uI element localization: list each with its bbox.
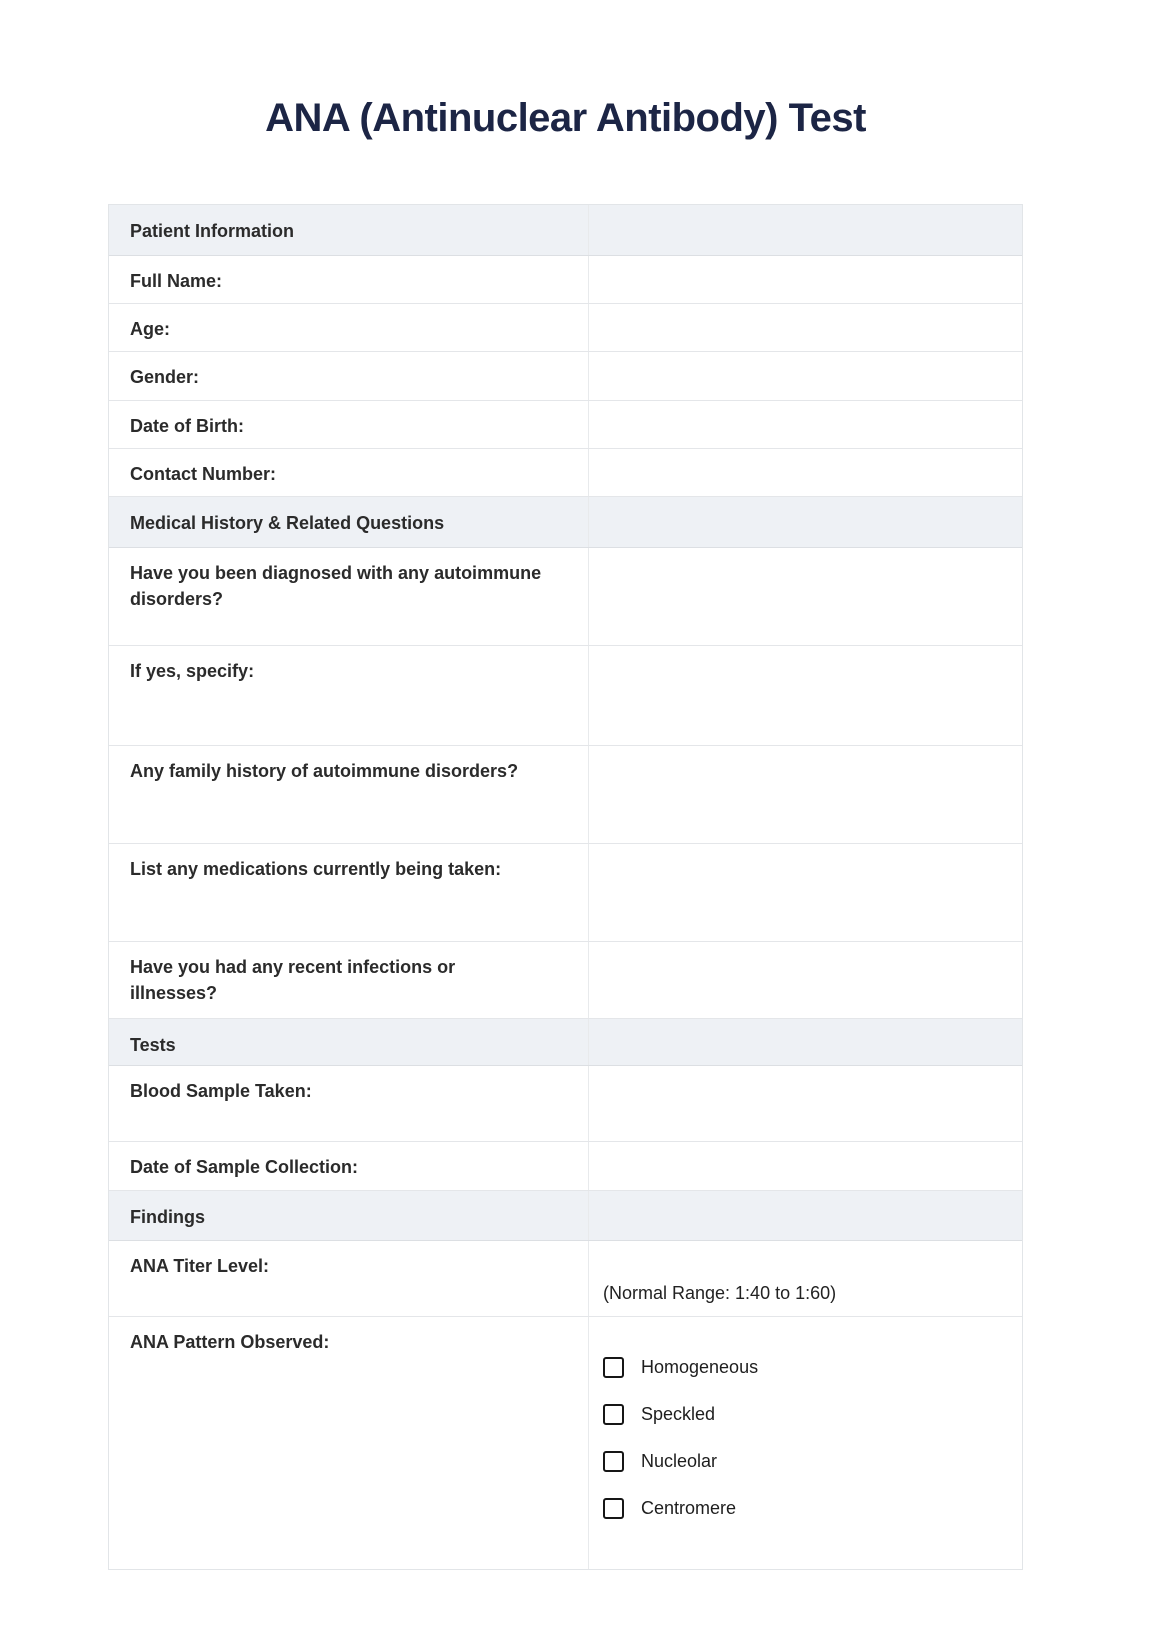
- field-label-age: Age:: [130, 319, 170, 339]
- field-row-contact-number: [109, 449, 1022, 497]
- section-title-tests: Tests: [130, 1035, 176, 1055]
- input-cell-age[interactable]: [589, 304, 1022, 351]
- field-row-family-history: [109, 746, 1022, 844]
- field-label-family-history: Any family history of autoimmune disorders?: [130, 761, 519, 781]
- input-cell-gender[interactable]: [589, 352, 1022, 400]
- input-cell-medications[interactable]: [589, 844, 1022, 941]
- section-spacer: [589, 1191, 1022, 1240]
- field-row-medications: [109, 844, 1022, 942]
- checkbox-label-homogeneous: Homogeneous: [641, 1357, 759, 1377]
- field-label-ana-titer-level: ANA Titer Level:: [130, 1256, 270, 1276]
- field-label-recent-infections: Have you had any recent infections or illnesses?: [130, 957, 456, 1003]
- input-cell-sample-collection-date[interactable]: [589, 1142, 1022, 1190]
- page-title: ANA (Antinuclear Antibody) Test: [265, 96, 866, 140]
- input-cell-contact-number[interactable]: [589, 449, 1022, 496]
- input-cell-recent-infections[interactable]: [589, 942, 1022, 1018]
- field-label-contact-number: Contact Number:: [130, 464, 277, 484]
- checkbox-icon-centromere[interactable]: [603, 1498, 624, 1519]
- field-label-diagnosed-autoimmune: Have you been diagnosed with any autoimmune disorders?: [130, 563, 542, 609]
- ana-pattern-options: [589, 1317, 1022, 1569]
- section-title-medical-history: Medical History & Related Questions: [130, 513, 445, 533]
- field-label-full-name: Full Name:: [130, 271, 223, 291]
- input-cell-full-name[interactable]: [589, 256, 1022, 303]
- checkbox-icon-speckled[interactable]: [603, 1404, 624, 1425]
- field-label-sample-collection-date: Date of Sample Collection:: [130, 1157, 359, 1177]
- checkbox-icon-homogeneous[interactable]: [603, 1357, 624, 1378]
- input-cell-if-yes-specify[interactable]: [589, 646, 1022, 745]
- checkbox-option-nucleolar[interactable]: [603, 1451, 1022, 1472]
- section-spacer: [589, 1019, 1022, 1065]
- field-row-gender: [109, 352, 1022, 401]
- field-label-ana-pattern-observed: ANA Pattern Observed:: [130, 1332, 330, 1352]
- checkbox-icon-nucleolar[interactable]: [603, 1451, 624, 1472]
- field-row-ana-titer-level: [109, 1241, 1022, 1317]
- field-row-diagnosed-autoimmune: [109, 548, 1022, 646]
- input-cell-date-of-birth[interactable]: [589, 401, 1022, 448]
- input-cell-blood-sample-taken[interactable]: [589, 1066, 1022, 1141]
- section-row-findings: [109, 1191, 1022, 1241]
- field-row-age: [109, 304, 1022, 352]
- field-row-date-of-birth: [109, 401, 1022, 449]
- input-cell-family-history[interactable]: [589, 746, 1022, 843]
- checkbox-label-centromere: Centromere: [641, 1498, 737, 1518]
- section-title-patient-information: Patient Information: [130, 221, 295, 241]
- field-label-gender: Gender:: [130, 367, 200, 387]
- section-spacer: [589, 205, 1022, 255]
- checkbox-label-nucleolar: Nucleolar: [641, 1451, 718, 1471]
- field-row-if-yes-specify: [109, 646, 1022, 746]
- field-row-full-name: [109, 256, 1022, 304]
- field-label-date-of-birth: Date of Birth:: [130, 416, 244, 436]
- field-row-sample-collection-date: [109, 1142, 1022, 1191]
- field-row-recent-infections: [109, 942, 1022, 1019]
- checkbox-option-speckled[interactable]: [603, 1404, 1022, 1425]
- section-spacer: [589, 497, 1022, 547]
- input-cell-ana-titer-level[interactable]: [589, 1241, 1022, 1316]
- normal-range-note: (Normal Range: 1:40 to 1:60): [603, 1283, 837, 1303]
- field-label-blood-sample-taken: Blood Sample Taken:: [130, 1081, 312, 1101]
- form-table: [108, 204, 1023, 1570]
- field-label-medications: List any medications currently being taken:: [130, 859, 502, 879]
- checkbox-label-speckled: Speckled: [641, 1404, 716, 1424]
- field-row-blood-sample-taken: [109, 1066, 1022, 1142]
- section-title-findings: Findings: [130, 1207, 205, 1227]
- section-row-patient-information: [109, 205, 1022, 256]
- input-cell-diagnosed-autoimmune[interactable]: [589, 548, 1022, 645]
- checkbox-option-centromere[interactable]: [603, 1498, 1022, 1519]
- field-label-if-yes-specify: If yes, specify:: [130, 661, 255, 681]
- checkbox-option-homogeneous[interactable]: [603, 1357, 1022, 1378]
- field-row-ana-pattern-observed: [109, 1317, 1022, 1569]
- section-row-tests: [109, 1019, 1022, 1066]
- section-row-medical-history: [109, 497, 1022, 548]
